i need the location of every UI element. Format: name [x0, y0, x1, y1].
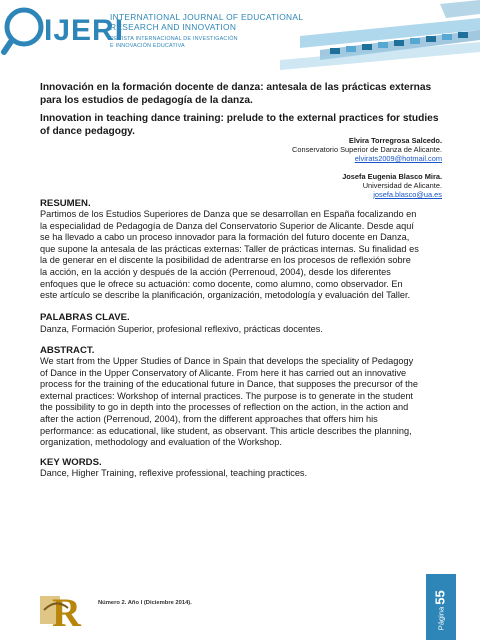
abstract-line: after the action (Perrenoud, 2004), from the different approaches that offers him his	[40, 413, 378, 424]
resumen-line: la acción, en la acción y después de la acción (Perrenoud, 2004), desde los diferentes	[40, 266, 391, 277]
journal-logo: IJERI	[44, 14, 125, 47]
journal-subtitle-line2: E INNOVACIÓN EDUCATIVA	[110, 43, 185, 49]
journal-title-line2: RESEARCH AND INNOVATION	[110, 22, 237, 32]
abstract-line: organization, methodology and evaluation of the Workshop.	[40, 437, 282, 448]
author-affiliation: Universidad de Alicante.	[362, 181, 442, 190]
author-affiliation: Conservatorio Superior de Danza de Alicante.	[292, 145, 442, 154]
resumen-body	[40, 209, 444, 302]
author-name: Elvira Torregrosa Salcedo.	[348, 136, 442, 145]
footer-issue: Número 2. Año I (Diciembre 2014).	[98, 600, 192, 606]
abstract-line: the possibility to go in depth into the processes of reflection on the action, in the action and	[40, 402, 409, 413]
journal-title-line1: INTERNATIONAL JOURNAL OF EDUCATIONAL	[110, 12, 304, 22]
resumen-line: la especialidad de Pedagogía de Danza del Conservatorio Superior de Alicante. Desde aquí	[40, 220, 414, 231]
key-words-heading: KEY WORDS.	[40, 457, 102, 468]
svg-text:R: R	[52, 590, 81, 632]
resumen-line: que supone la antesala de las prácticas externas: Taller de prácticas internas. Su finalidad es	[40, 243, 419, 254]
journal-subtitle-line1: REVISTA INTERNACIONAL DE INVESTIGACIÓN	[110, 36, 238, 42]
resumen-heading: RESUMEN.	[40, 198, 91, 209]
palabras-clave-heading: PALABRAS CLAVE.	[40, 312, 130, 323]
author-block-2	[220, 172, 442, 199]
resumen-line: la de generar en el discente la posibilidad de adentrarse en los procesos de reflexión sobre	[40, 255, 411, 266]
author-name: Josefa Eugenia Blasco Mira.	[342, 172, 442, 181]
abstract-heading: ABSTRACT.	[40, 345, 95, 356]
abstract-line: process for the training of the educational future in Dance, that supposes the precursor of the	[40, 379, 418, 390]
abstract-line: We start from the Upper Studies of Dance in Spain that develops the speciality of Pedagogy	[40, 356, 414, 366]
page-number: 55	[432, 590, 448, 605]
title-spanish: Innovación en la formación docente de danza: antesala de las prácticas externas para los estudios de pedagogía de la danza.	[40, 82, 432, 106]
resumen-line: se ha llevado a cabo un proceso innovador para la formación del futuro docente en Danza,	[40, 232, 410, 243]
abstract-line: performance: as educational, like student, as observant. This article describes the planning,	[40, 425, 412, 436]
header-stripes-icon	[280, 0, 480, 70]
title-english: Innovation in teaching dance training: prelude to the external practices for studies of dance pedagogy.	[40, 113, 439, 137]
footer-logo-icon	[38, 588, 90, 632]
author-email-link[interactable]: elvirats2009@hotmail.com	[354, 154, 442, 163]
resumen-line: este artículo se describe la planificación, organización, metodología y evaluación del Taller.	[40, 290, 411, 301]
magnifier-icon	[4, 10, 41, 52]
abstract-body	[40, 356, 444, 449]
abstract-line: of Dance in the Upper Conservatory of Alicante. From here it has carried out an innovative	[40, 367, 407, 378]
page-label: Página	[436, 606, 446, 631]
journal-header	[0, 0, 480, 72]
resumen-line: Partimos de los Estudios Superiores de Danza que se desarrollan en España focalizando en	[40, 209, 417, 219]
author-email-link[interactable]: josefa.blasco@ua.es	[373, 190, 442, 199]
page-number-tab	[426, 574, 456, 640]
abstract-line: external practices: Workshop of internal practices. The purpose is to generate in the student	[40, 390, 413, 401]
resumen-line: enfoques que le ofrece su actuación: como docente, como alumno, como observador. En	[40, 278, 403, 289]
author-block-1	[220, 136, 442, 163]
key-words-text: Dance, Higher Training, reflexive professional, teaching practices.	[40, 468, 308, 478]
palabras-clave-text: Danza, Formación Superior, profesional reflexivo, prácticas docentes.	[40, 324, 323, 334]
